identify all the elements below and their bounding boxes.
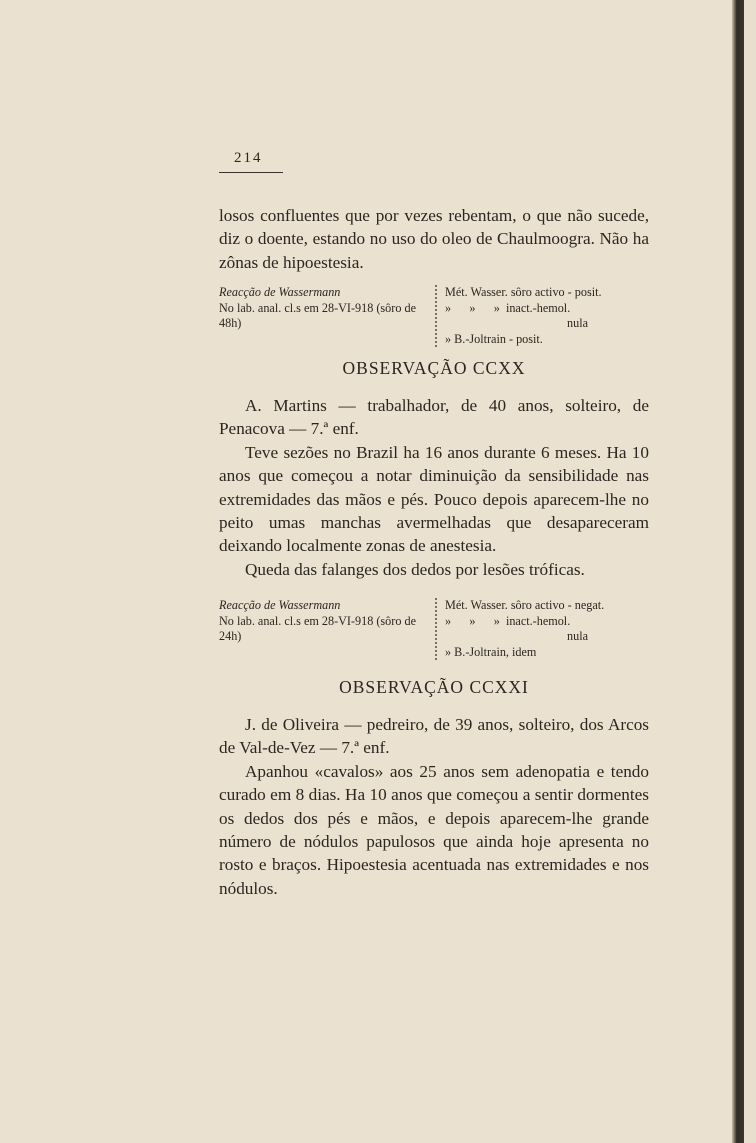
observation-paragraph: Teve sezões no Brazil ha 16 anos durante 6 meses. Ha 10 anos que começou a notar diminuição da sensibilidade nas extremidades das mãos e pés. Pouco depois aparecem-lhe no peito umas manchas avermelhadas que desapareceram deixando localmente zonas de anestesia. bbox=[219, 442, 649, 556]
note-1-right bbox=[445, 285, 649, 347]
note-2-left bbox=[219, 598, 435, 660]
note-1-line: » » » inact.-hemol. bbox=[445, 300, 571, 315]
note-1-title: Reacção de Wassermann bbox=[219, 285, 341, 299]
note-2-divider bbox=[435, 598, 437, 660]
note-2-line: nula bbox=[567, 629, 588, 643]
note-2-line: » B.-Joltrain, idem bbox=[445, 644, 537, 659]
note-1-left-text: No lab. anal. cl.s em 28-VI-918 (sôro de 48h) bbox=[219, 300, 416, 330]
observation-paragraph: J. de Oliveira — pedreiro, de 39 anos, solteiro, dos Arcos de Val-de-Vez — 7.ª enf. bbox=[219, 715, 649, 758]
wassermann-note-1 bbox=[219, 285, 649, 347]
observation-ccxxi-body bbox=[219, 713, 649, 900]
intro-text: losos confluentes que por vezes rebentam, o que não sucede, diz o doente, estando no uso do oleo de Chaulmoogra. Não ha zônas de hipoestesia. bbox=[219, 206, 649, 272]
note-1-left bbox=[219, 285, 435, 347]
note-1-divider bbox=[435, 285, 437, 347]
note-2-left-text: No lab. anal. cl.s em 28-VI-918 (sôro de 24h) bbox=[219, 613, 416, 643]
observation-paragraph: A. Martins — trabalhador, de 40 anos, solteiro, de Penacova — 7.ª enf. bbox=[219, 396, 649, 439]
note-2-line: Mét. Wasser. sôro activo - negat. bbox=[445, 598, 605, 612]
page-number: 214 bbox=[234, 150, 263, 166]
note-2-line: » » » inact.-hemol. bbox=[445, 613, 571, 628]
observation-ccxx-body bbox=[219, 394, 649, 581]
note-2-title: Reacção de Wassermann bbox=[219, 598, 341, 612]
wassermann-note-2 bbox=[219, 598, 649, 660]
note-1-line: » B.-Joltrain - posit. bbox=[445, 331, 543, 346]
note-1-line: nula bbox=[567, 316, 588, 330]
observation-paragraph: Queda das falanges dos dedos por lesões tróficas. bbox=[245, 559, 585, 579]
intro-paragraph bbox=[219, 204, 649, 274]
observation-heading-ccxxi: OBSERVAÇÃO CCXXI bbox=[339, 677, 529, 697]
book-spine bbox=[732, 0, 744, 1143]
page-number-rule bbox=[219, 172, 283, 173]
note-1-line: Mét. Wasser. sôro activo - posit. bbox=[445, 285, 602, 299]
observation-heading-ccxx: OBSERVAÇÃO CCXX bbox=[342, 358, 526, 378]
note-2-right bbox=[445, 598, 649, 660]
observation-paragraph: Apanhou «cavalos» aos 25 anos sem adenopatia e tendo curado em 8 dias. Ha 10 anos que começou a sentir dormentes os dedos dos pés e mãos, e depois aparecem-lhe grande número de nódulos papulosos que ainda hoje apresenta no rosto e braços. Hipoestesia acentuada nas extremidades e nos nódulos. bbox=[219, 761, 649, 898]
